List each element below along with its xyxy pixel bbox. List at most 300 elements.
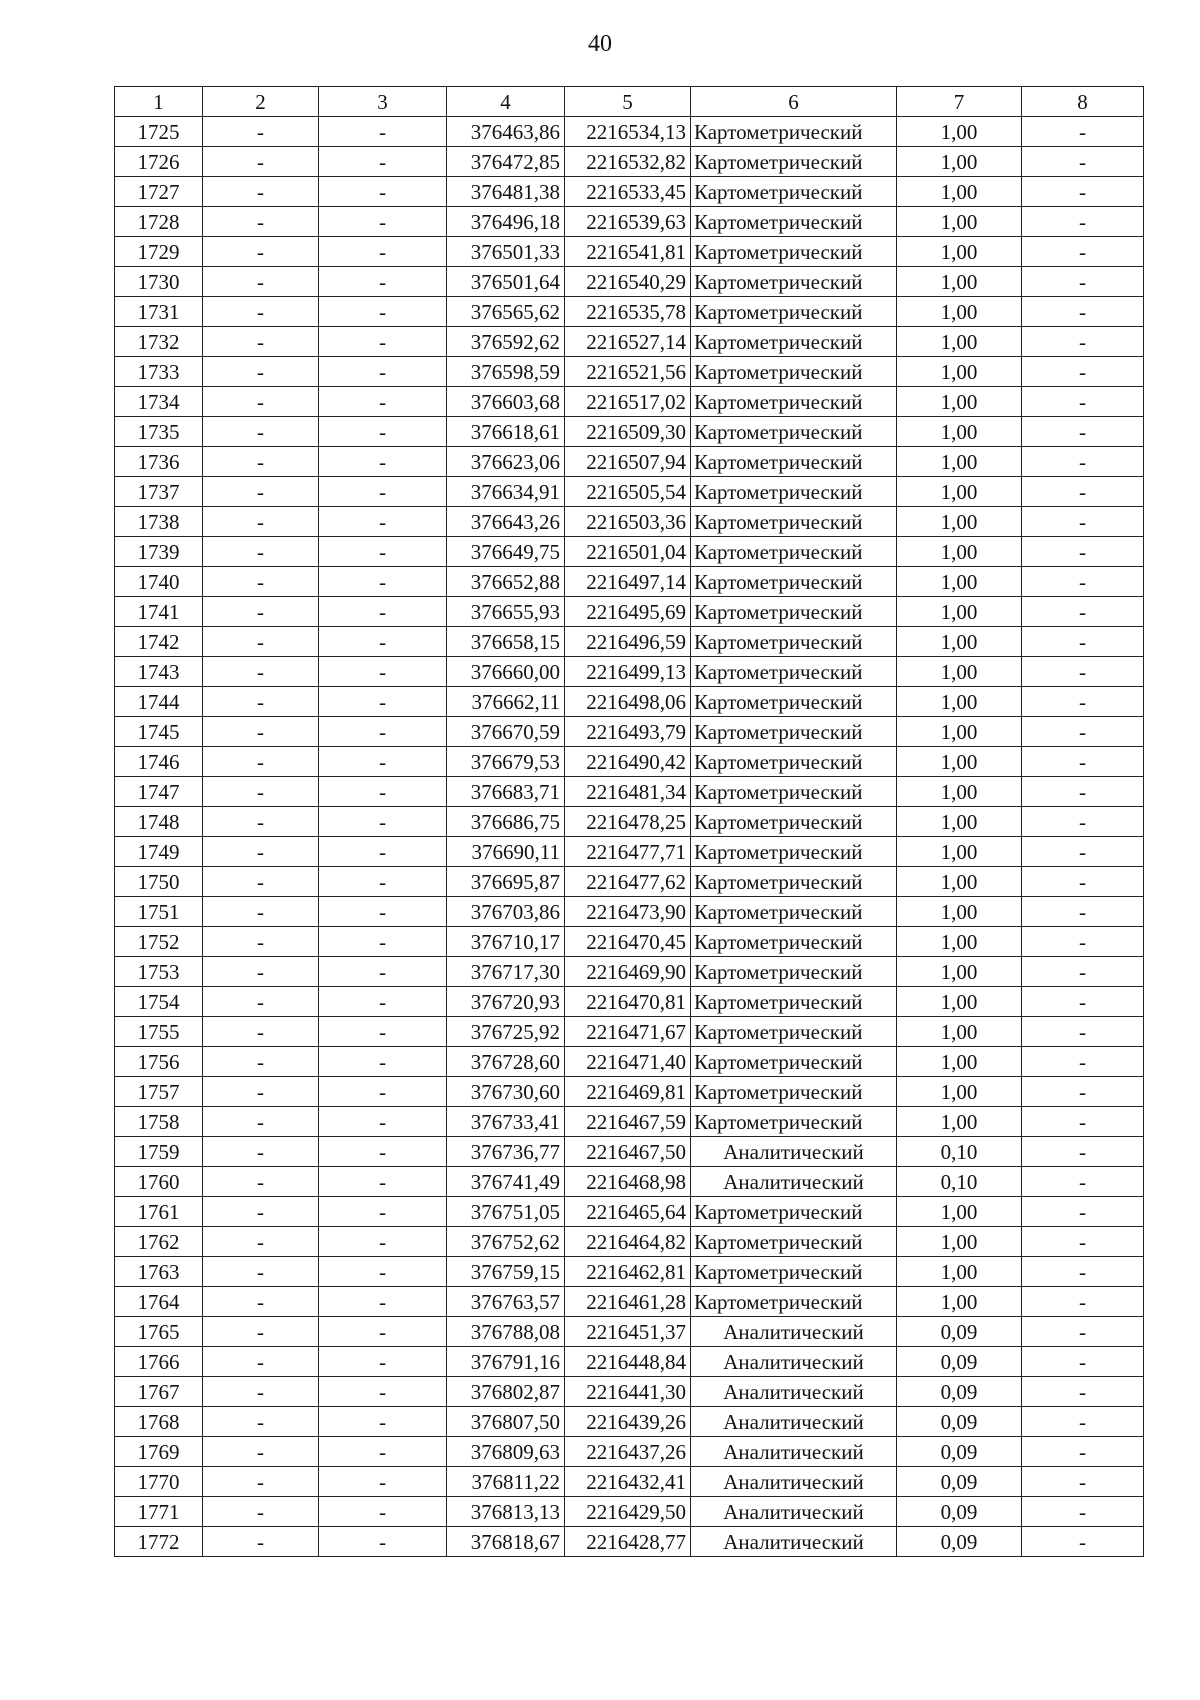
table-row: [115, 537, 1144, 567]
table-row: [115, 1257, 1144, 1287]
cell-col3: -: [319, 1347, 447, 1377]
cell-col8: -: [1022, 177, 1144, 207]
point-number-cell: 1744: [115, 687, 203, 717]
table-row: [115, 327, 1144, 357]
point-number-cell: 1732: [115, 327, 203, 357]
y-coordinate-cell: 2216477,71: [565, 837, 691, 867]
x-coordinate-cell: 376683,71: [447, 777, 565, 807]
accuracy-cell: 1,00: [897, 957, 1022, 987]
method-cell: Аналитический: [691, 1467, 897, 1497]
table-row: [115, 1407, 1144, 1437]
point-number-cell: 1753: [115, 957, 203, 987]
cell-col8: -: [1022, 357, 1144, 387]
method-cell: Картометрический: [691, 927, 897, 957]
point-number-cell: 1767: [115, 1377, 203, 1407]
cell-col2: -: [203, 1497, 319, 1527]
cell-col2: -: [203, 447, 319, 477]
cell-col2: -: [203, 717, 319, 747]
method-cell: Картометрический: [691, 117, 897, 147]
x-coordinate-cell: 376496,18: [447, 207, 565, 237]
accuracy-cell: 1,00: [897, 387, 1022, 417]
table-row: [115, 207, 1144, 237]
cell-col8: -: [1022, 657, 1144, 687]
method-cell: Картометрический: [691, 177, 897, 207]
cell-col2: -: [203, 1347, 319, 1377]
accuracy-cell: 1,00: [897, 447, 1022, 477]
table-row: [115, 1137, 1144, 1167]
y-coordinate-cell: 2216496,59: [565, 627, 691, 657]
cell-col3: -: [319, 297, 447, 327]
y-coordinate-cell: 2216468,98: [565, 1167, 691, 1197]
y-coordinate-cell: 2216470,45: [565, 927, 691, 957]
point-number-cell: 1755: [115, 1017, 203, 1047]
cell-col8: -: [1022, 207, 1144, 237]
y-coordinate-cell: 2216527,14: [565, 327, 691, 357]
table-row: [115, 1227, 1144, 1257]
point-number-cell: 1733: [115, 357, 203, 387]
cell-col8: -: [1022, 867, 1144, 897]
cell-col8: -: [1022, 717, 1144, 747]
cell-col3: -: [319, 417, 447, 447]
cell-col3: -: [319, 447, 447, 477]
method-cell: Картометрический: [691, 717, 897, 747]
cell-col8: -: [1022, 237, 1144, 267]
cell-col2: -: [203, 1197, 319, 1227]
method-cell: Картометрический: [691, 417, 897, 447]
table-row: [115, 657, 1144, 687]
point-number-cell: 1765: [115, 1317, 203, 1347]
point-number-cell: 1754: [115, 987, 203, 1017]
cell-col2: -: [203, 1467, 319, 1497]
point-number-cell: 1756: [115, 1047, 203, 1077]
accuracy-cell: 1,00: [897, 1107, 1022, 1137]
cell-col2: -: [203, 177, 319, 207]
cell-col3: -: [319, 747, 447, 777]
cell-col3: -: [319, 1497, 447, 1527]
x-coordinate-cell: 376603,68: [447, 387, 565, 417]
point-number-cell: 1726: [115, 147, 203, 177]
y-coordinate-cell: 2216478,25: [565, 807, 691, 837]
accuracy-cell: 1,00: [897, 207, 1022, 237]
accuracy-cell: 0,09: [897, 1317, 1022, 1347]
x-coordinate-cell: 376670,59: [447, 717, 565, 747]
table-row: [115, 1047, 1144, 1077]
cell-col3: -: [319, 1377, 447, 1407]
point-number-cell: 1740: [115, 567, 203, 597]
x-coordinate-cell: 376481,38: [447, 177, 565, 207]
cell-col8: -: [1022, 837, 1144, 867]
cell-col2: -: [203, 387, 319, 417]
y-coordinate-cell: 2216477,62: [565, 867, 691, 897]
cell-col2: -: [203, 1107, 319, 1137]
point-number-cell: 1745: [115, 717, 203, 747]
y-coordinate-cell: 2216507,94: [565, 447, 691, 477]
x-coordinate-cell: 376695,87: [447, 867, 565, 897]
method-cell: Картометрический: [691, 477, 897, 507]
cell-col2: -: [203, 327, 319, 357]
point-number-cell: 1747: [115, 777, 203, 807]
cell-col3: -: [319, 1197, 447, 1227]
y-coordinate-cell: 2216462,81: [565, 1257, 691, 1287]
accuracy-cell: 1,00: [897, 1287, 1022, 1317]
cell-col8: -: [1022, 1527, 1144, 1557]
cell-col8: -: [1022, 747, 1144, 777]
point-number-cell: 1729: [115, 237, 203, 267]
column-header: 1: [115, 87, 203, 117]
cell-col3: -: [319, 717, 447, 747]
cell-col8: -: [1022, 897, 1144, 927]
accuracy-cell: 0,10: [897, 1167, 1022, 1197]
table-row: [115, 897, 1144, 927]
x-coordinate-cell: 376623,06: [447, 447, 565, 477]
cell-col3: -: [319, 477, 447, 507]
cell-col2: -: [203, 687, 319, 717]
x-coordinate-cell: 376788,08: [447, 1317, 565, 1347]
cell-col8: -: [1022, 1437, 1144, 1467]
table-row: [115, 1197, 1144, 1227]
cell-col8: -: [1022, 1467, 1144, 1497]
y-coordinate-cell: 2216470,81: [565, 987, 691, 1017]
cell-col3: -: [319, 237, 447, 267]
cell-col2: -: [203, 1317, 319, 1347]
point-number-cell: 1742: [115, 627, 203, 657]
accuracy-cell: 1,00: [897, 717, 1022, 747]
table-row: [115, 267, 1144, 297]
point-number-cell: 1749: [115, 837, 203, 867]
x-coordinate-cell: 376649,75: [447, 537, 565, 567]
accuracy-cell: 1,00: [897, 177, 1022, 207]
y-coordinate-cell: 2216533,45: [565, 177, 691, 207]
cell-col8: -: [1022, 1107, 1144, 1137]
cell-col2: -: [203, 777, 319, 807]
x-coordinate-cell: 376717,30: [447, 957, 565, 987]
point-number-cell: 1734: [115, 387, 203, 417]
x-coordinate-cell: 376501,33: [447, 237, 565, 267]
table-row: [115, 597, 1144, 627]
cell-col2: -: [203, 297, 319, 327]
table-row: [115, 927, 1144, 957]
accuracy-cell: 1,00: [897, 477, 1022, 507]
coordinates-table: [114, 86, 1144, 1557]
point-number-cell: 1737: [115, 477, 203, 507]
cell-col3: -: [319, 837, 447, 867]
table-row: [115, 1347, 1144, 1377]
cell-col3: -: [319, 807, 447, 837]
column-header: 4: [447, 87, 565, 117]
method-cell: Картометрический: [691, 747, 897, 777]
x-coordinate-cell: 376736,77: [447, 1137, 565, 1167]
cell-col8: -: [1022, 807, 1144, 837]
point-number-cell: 1766: [115, 1347, 203, 1377]
cell-col2: -: [203, 207, 319, 237]
x-coordinate-cell: 376472,85: [447, 147, 565, 177]
cell-col2: -: [203, 807, 319, 837]
cell-col8: -: [1022, 267, 1144, 297]
cell-col2: -: [203, 1077, 319, 1107]
point-number-cell: 1728: [115, 207, 203, 237]
accuracy-cell: 1,00: [897, 747, 1022, 777]
accuracy-cell: 1,00: [897, 237, 1022, 267]
accuracy-cell: 1,00: [897, 117, 1022, 147]
accuracy-cell: 1,00: [897, 567, 1022, 597]
y-coordinate-cell: 2216448,84: [565, 1347, 691, 1377]
accuracy-cell: 1,00: [897, 417, 1022, 447]
point-number-cell: 1725: [115, 117, 203, 147]
cell-col3: -: [319, 1047, 447, 1077]
accuracy-cell: 1,00: [897, 1257, 1022, 1287]
method-cell: Аналитический: [691, 1137, 897, 1167]
y-coordinate-cell: 2216539,63: [565, 207, 691, 237]
x-coordinate-cell: 376809,63: [447, 1437, 565, 1467]
accuracy-cell: 0,09: [897, 1407, 1022, 1437]
x-coordinate-cell: 376807,50: [447, 1407, 565, 1437]
cell-col3: -: [319, 147, 447, 177]
y-coordinate-cell: 2216428,77: [565, 1527, 691, 1557]
x-coordinate-cell: 376710,17: [447, 927, 565, 957]
point-number-cell: 1750: [115, 867, 203, 897]
accuracy-cell: 1,00: [897, 927, 1022, 957]
cell-col8: -: [1022, 777, 1144, 807]
method-cell: Картометрический: [691, 1257, 897, 1287]
cell-col2: -: [203, 117, 319, 147]
y-coordinate-cell: 2216429,50: [565, 1497, 691, 1527]
point-number-cell: 1768: [115, 1407, 203, 1437]
cell-col2: -: [203, 1227, 319, 1257]
y-coordinate-cell: 2216467,50: [565, 1137, 691, 1167]
cell-col8: -: [1022, 957, 1144, 987]
method-cell: Аналитический: [691, 1497, 897, 1527]
x-coordinate-cell: 376679,53: [447, 747, 565, 777]
point-number-cell: 1736: [115, 447, 203, 477]
accuracy-cell: 0,09: [897, 1527, 1022, 1557]
y-coordinate-cell: 2216497,14: [565, 567, 691, 597]
cell-col8: -: [1022, 537, 1144, 567]
cell-col2: -: [203, 1527, 319, 1557]
method-cell: Картометрический: [691, 897, 897, 927]
point-number-cell: 1764: [115, 1287, 203, 1317]
x-coordinate-cell: 376501,64: [447, 267, 565, 297]
column-header: 2: [203, 87, 319, 117]
y-coordinate-cell: 2216532,82: [565, 147, 691, 177]
cell-col8: -: [1022, 297, 1144, 327]
point-number-cell: 1772: [115, 1527, 203, 1557]
y-coordinate-cell: 2216540,29: [565, 267, 691, 297]
y-coordinate-cell: 2216493,79: [565, 717, 691, 747]
point-number-cell: 1770: [115, 1467, 203, 1497]
cell-col3: -: [319, 867, 447, 897]
cell-col2: -: [203, 1407, 319, 1437]
cell-col3: -: [319, 117, 447, 147]
y-coordinate-cell: 2216469,81: [565, 1077, 691, 1107]
table-row: [115, 1437, 1144, 1467]
cell-col3: -: [319, 1167, 447, 1197]
point-number-cell: 1761: [115, 1197, 203, 1227]
cell-col2: -: [203, 1287, 319, 1317]
cell-col8: -: [1022, 1377, 1144, 1407]
table-row: [115, 477, 1144, 507]
cell-col3: -: [319, 567, 447, 597]
point-number-cell: 1731: [115, 297, 203, 327]
cell-col3: -: [319, 207, 447, 237]
column-header: 3: [319, 87, 447, 117]
y-coordinate-cell: 2216499,13: [565, 657, 691, 687]
cell-col3: -: [319, 1467, 447, 1497]
cell-col2: -: [203, 927, 319, 957]
cell-col2: -: [203, 477, 319, 507]
method-cell: Аналитический: [691, 1437, 897, 1467]
cell-col8: -: [1022, 1317, 1144, 1347]
point-number-cell: 1759: [115, 1137, 203, 1167]
cell-col3: -: [319, 897, 447, 927]
y-coordinate-cell: 2216503,36: [565, 507, 691, 537]
y-coordinate-cell: 2216461,28: [565, 1287, 691, 1317]
x-coordinate-cell: 376759,15: [447, 1257, 565, 1287]
method-cell: Аналитический: [691, 1347, 897, 1377]
cell-col3: -: [319, 597, 447, 627]
method-cell: Картометрический: [691, 657, 897, 687]
point-number-cell: 1748: [115, 807, 203, 837]
method-cell: Картометрический: [691, 957, 897, 987]
table-row: [115, 627, 1144, 657]
method-cell: Картометрический: [691, 687, 897, 717]
accuracy-cell: 1,00: [897, 357, 1022, 387]
cell-col3: -: [319, 657, 447, 687]
y-coordinate-cell: 2216490,42: [565, 747, 691, 777]
point-number-cell: 1735: [115, 417, 203, 447]
cell-col3: -: [319, 1527, 447, 1557]
table-row: [115, 687, 1144, 717]
x-coordinate-cell: 376802,87: [447, 1377, 565, 1407]
table-row: [115, 867, 1144, 897]
x-coordinate-cell: 376741,49: [447, 1167, 565, 1197]
accuracy-cell: 1,00: [897, 807, 1022, 837]
point-number-cell: 1741: [115, 597, 203, 627]
accuracy-cell: 1,00: [897, 837, 1022, 867]
method-cell: Картометрический: [691, 777, 897, 807]
x-coordinate-cell: 376690,11: [447, 837, 565, 867]
cell-col3: -: [319, 177, 447, 207]
cell-col8: -: [1022, 987, 1144, 1017]
cell-col3: -: [319, 957, 447, 987]
cell-col3: -: [319, 1407, 447, 1437]
accuracy-cell: 1,00: [897, 987, 1022, 1017]
cell-col3: -: [319, 687, 447, 717]
accuracy-cell: 1,00: [897, 1077, 1022, 1107]
cell-col8: -: [1022, 1017, 1144, 1047]
method-cell: Картометрический: [691, 1197, 897, 1227]
cell-col3: -: [319, 1107, 447, 1137]
cell-col8: -: [1022, 117, 1144, 147]
cell-col2: -: [203, 357, 319, 387]
x-coordinate-cell: 376703,86: [447, 897, 565, 927]
cell-col3: -: [319, 537, 447, 567]
y-coordinate-cell: 2216471,40: [565, 1047, 691, 1077]
point-number-cell: 1738: [115, 507, 203, 537]
x-coordinate-cell: 376725,92: [447, 1017, 565, 1047]
accuracy-cell: 1,00: [897, 597, 1022, 627]
y-coordinate-cell: 2216534,13: [565, 117, 691, 147]
method-cell: Картометрический: [691, 597, 897, 627]
cell-col8: -: [1022, 1167, 1144, 1197]
y-coordinate-cell: 2216432,41: [565, 1467, 691, 1497]
accuracy-cell: 0,10: [897, 1137, 1022, 1167]
cell-col8: -: [1022, 927, 1144, 957]
column-header: 8: [1022, 87, 1144, 117]
cell-col2: -: [203, 597, 319, 627]
x-coordinate-cell: 376720,93: [447, 987, 565, 1017]
y-coordinate-cell: 2216469,90: [565, 957, 691, 987]
cell-col2: -: [203, 537, 319, 567]
table-row: [115, 957, 1144, 987]
table-row: [115, 777, 1144, 807]
method-cell: Картометрический: [691, 507, 897, 537]
y-coordinate-cell: 2216521,56: [565, 357, 691, 387]
accuracy-cell: 1,00: [897, 1047, 1022, 1077]
column-header: 7: [897, 87, 1022, 117]
method-cell: Картометрический: [691, 1047, 897, 1077]
x-coordinate-cell: 376818,67: [447, 1527, 565, 1557]
method-cell: Аналитический: [691, 1377, 897, 1407]
cell-col3: -: [319, 1137, 447, 1167]
accuracy-cell: 1,00: [897, 867, 1022, 897]
table-row: [115, 1167, 1144, 1197]
accuracy-cell: 1,00: [897, 327, 1022, 357]
method-cell: Картометрический: [691, 807, 897, 837]
x-coordinate-cell: 376752,62: [447, 1227, 565, 1257]
cell-col8: -: [1022, 1077, 1144, 1107]
y-coordinate-cell: 2216509,30: [565, 417, 691, 447]
cell-col3: -: [319, 327, 447, 357]
table-row: [115, 117, 1144, 147]
cell-col3: -: [319, 1077, 447, 1107]
accuracy-cell: 1,00: [897, 1197, 1022, 1227]
x-coordinate-cell: 376598,59: [447, 357, 565, 387]
table-row: [115, 417, 1144, 447]
method-cell: Аналитический: [691, 1167, 897, 1197]
cell-col3: -: [319, 1437, 447, 1467]
column-header: 5: [565, 87, 691, 117]
table-row: [115, 1377, 1144, 1407]
table-row: [115, 147, 1144, 177]
page-number: 40: [588, 31, 612, 57]
cell-col8: -: [1022, 327, 1144, 357]
table-row: [115, 987, 1144, 1017]
cell-col3: -: [319, 927, 447, 957]
y-coordinate-cell: 2216498,06: [565, 687, 691, 717]
y-coordinate-cell: 2216471,67: [565, 1017, 691, 1047]
x-coordinate-cell: 376592,62: [447, 327, 565, 357]
table-header-row: [115, 87, 1144, 117]
y-coordinate-cell: 2216495,69: [565, 597, 691, 627]
table-row: [115, 357, 1144, 387]
method-cell: Картометрический: [691, 1287, 897, 1317]
method-cell: Картометрический: [691, 237, 897, 267]
point-number-cell: 1730: [115, 267, 203, 297]
cell-col2: -: [203, 627, 319, 657]
method-cell: Картометрический: [691, 567, 897, 597]
x-coordinate-cell: 376634,91: [447, 477, 565, 507]
method-cell: Картометрический: [691, 147, 897, 177]
cell-col8: -: [1022, 597, 1144, 627]
cell-col2: -: [203, 1377, 319, 1407]
x-coordinate-cell: 376751,05: [447, 1197, 565, 1227]
cell-col3: -: [319, 627, 447, 657]
cell-col2: -: [203, 987, 319, 1017]
point-number-cell: 1760: [115, 1167, 203, 1197]
accuracy-cell: 0,09: [897, 1437, 1022, 1467]
y-coordinate-cell: 2216541,81: [565, 237, 691, 267]
point-number-cell: 1743: [115, 657, 203, 687]
